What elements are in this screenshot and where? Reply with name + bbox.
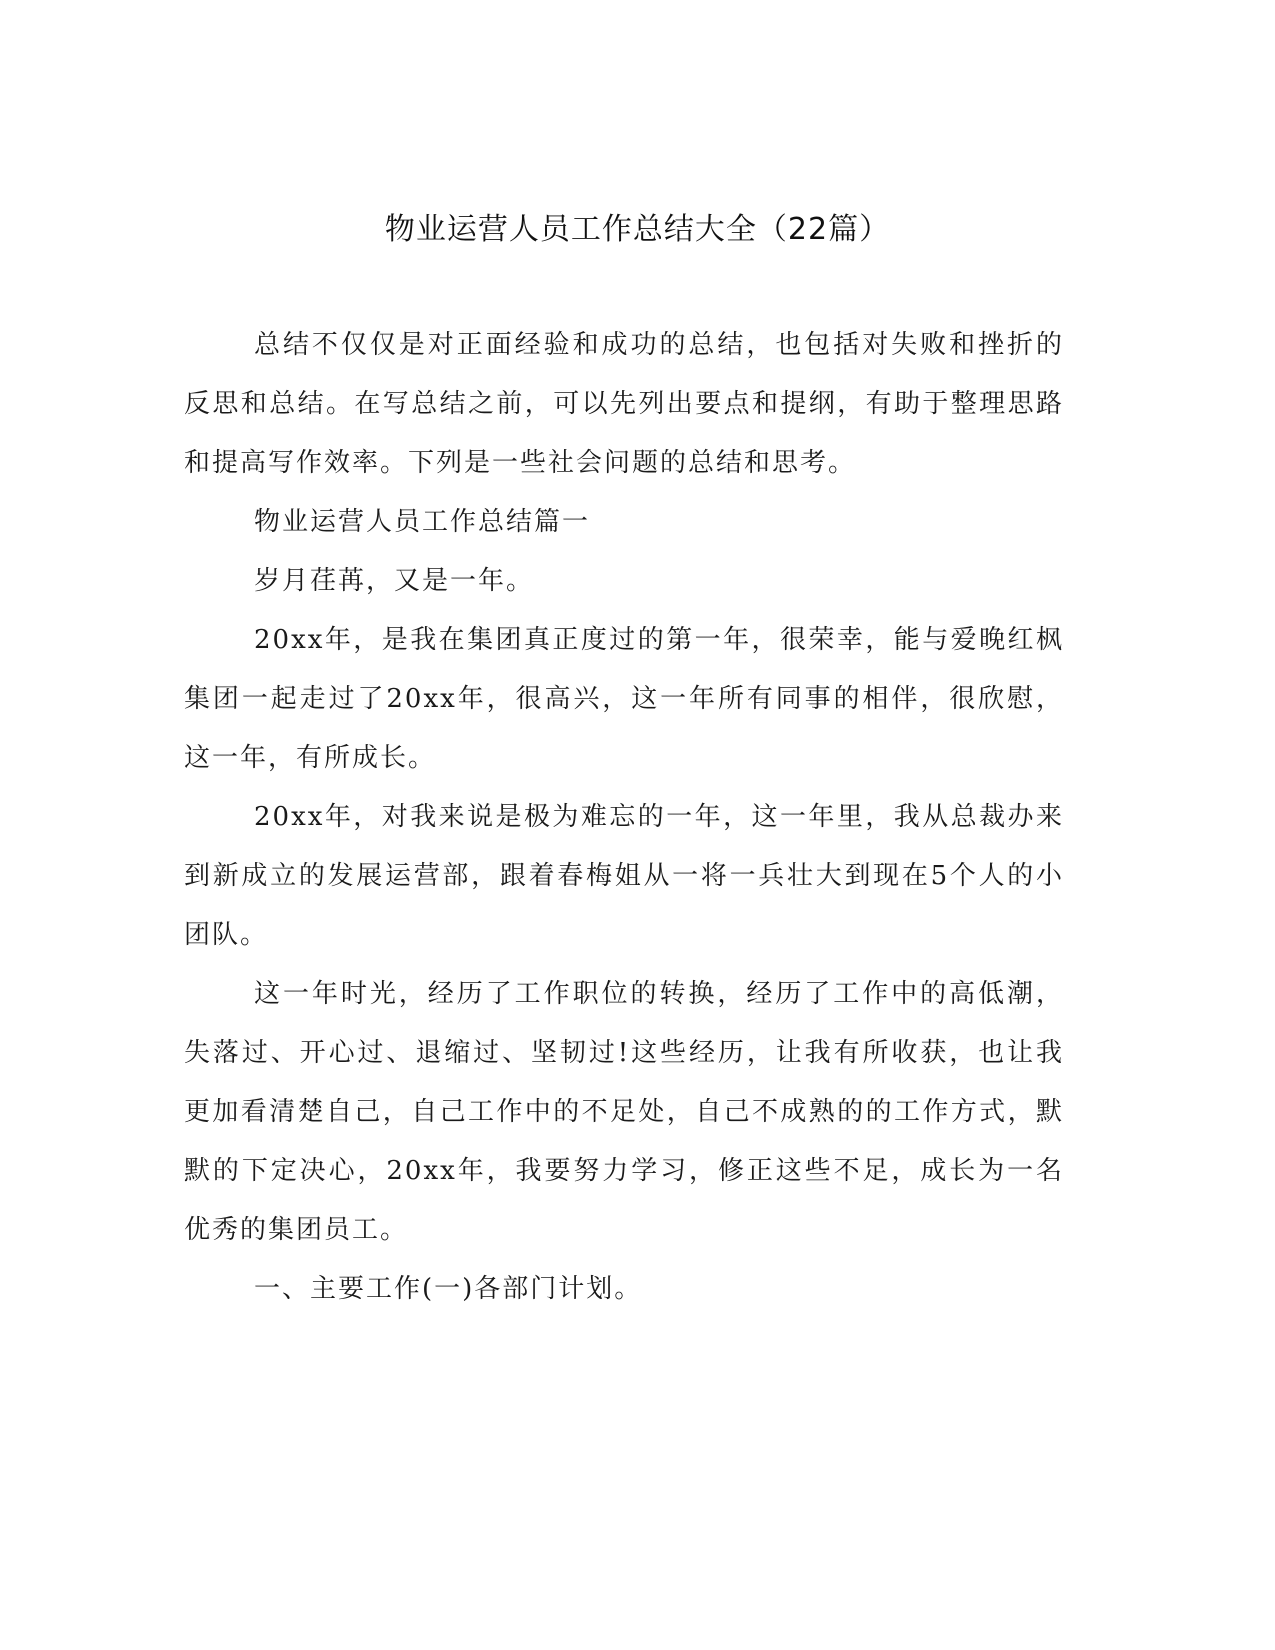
paragraph: 20xx年，对我来说是极为难忘的一年，这一年里，我从总裁办来到新成立的发展运营部，跟着春梅姐从一将一兵壮大到现在5个人的小团队。 [184, 802, 1064, 950]
paragraph-intro: 总结不仅仅是对正面经验和成功的总结，也包括对失败和挫折的反思和总结。在写总结之前，可以先列出要点和提纲，有助于整理思路和提高写作效率。下列是一些社会问题的总结和思考。 [184, 330, 1064, 478]
paragraph: 岁月荏苒，又是一年。 [254, 566, 535, 596]
paragraph: 这一年时光，经历了工作职位的转换，经历了工作中的高低潮，失落过、开心过、退缩过、坚韧过!这些经历，让我有所收获，也让我更加看清楚自己，自己工作中的不足处，自己不成熟的的工作方式，默默的下定决心，20xx年，我要努力学习，修正这些不足，成长为一名优秀的集团员工。 [184, 979, 1064, 1245]
paragraph: 20xx年，是我在集团真正度过的第一年，很荣幸，能与爱晚红枫集团一起走过了20xx年，很高兴，这一年所有同事的相伴，很欣慰，这一年，有所成长。 [184, 625, 1064, 773]
section-heading: 物业运营人员工作总结篇一 [254, 507, 591, 537]
subsection-heading: 一、主要工作(一)各部门计划。 [254, 1274, 643, 1304]
document-title: 物业运营人员工作总结大全（22篇） [384, 212, 891, 247]
document-body [184, 316, 1064, 1319]
